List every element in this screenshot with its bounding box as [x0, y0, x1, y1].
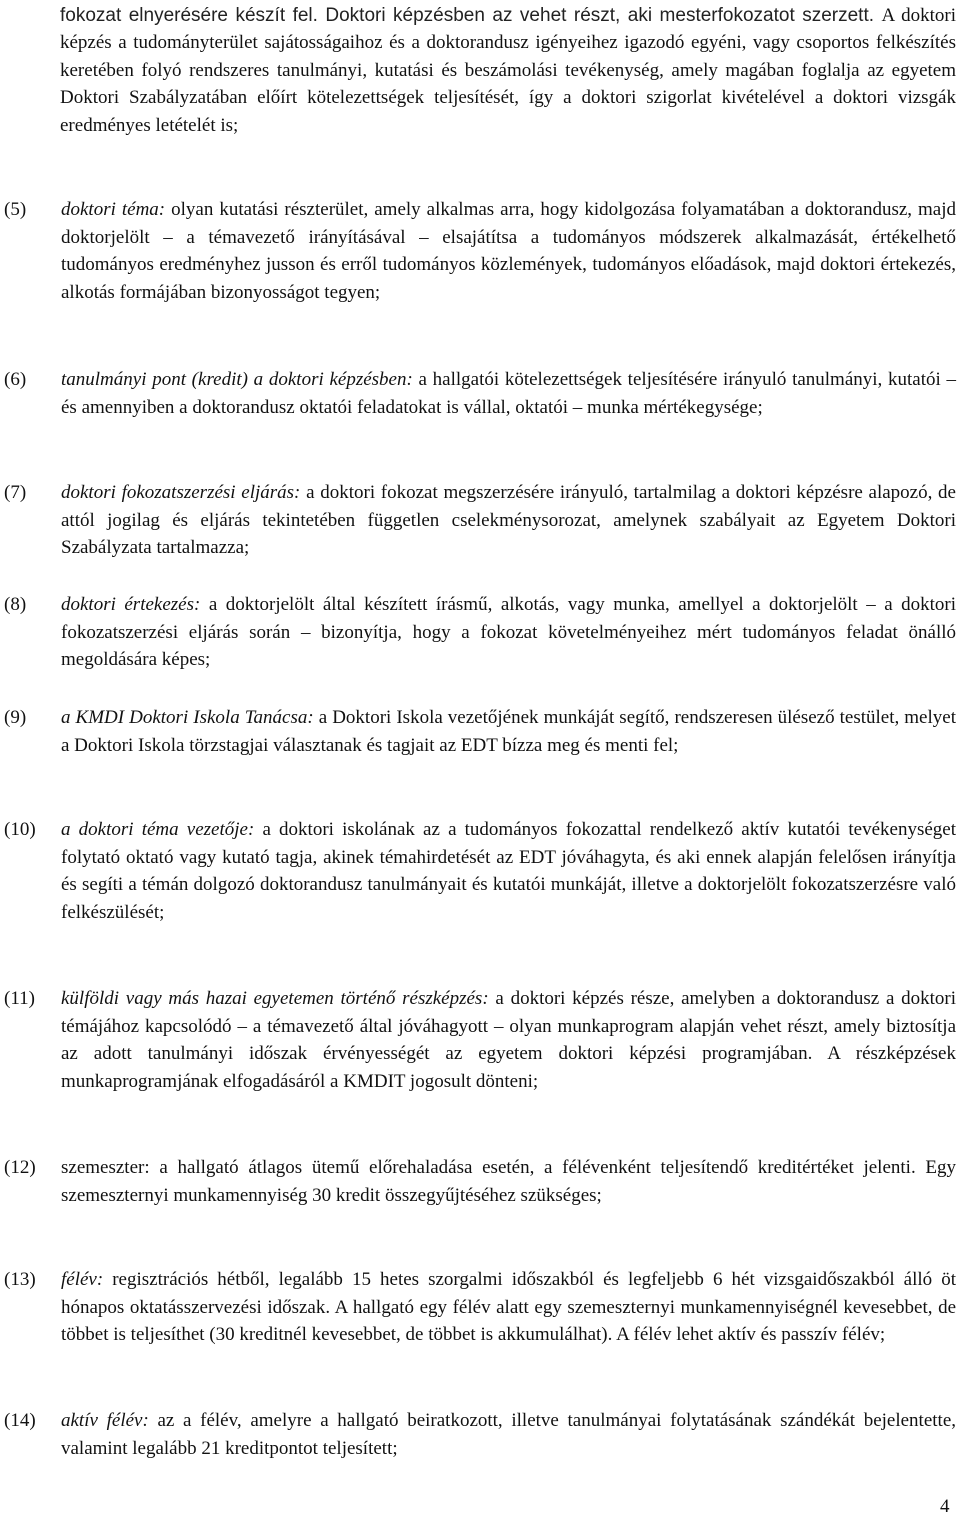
definition-item-6: [0, 366, 956, 421]
definition-item-14: [0, 1407, 956, 1462]
definition-item-8: [0, 591, 956, 674]
definition-item-7: [0, 479, 956, 562]
item-number: (11): [4, 988, 35, 1009]
intro-line-2-start: szerzett.: [802, 5, 875, 26]
item-number: (12): [4, 1157, 36, 1178]
item-text: a doktori fokozat megszerzésére irányuló, tartalmilag a doktori képzésre alapozó, de attól jogilag és eljárás tekintetében független cselekménysorozat, amelynek szabályait az Egyetem Doktori Szabályzata tartalmazza;: [61, 482, 956, 559]
item-term: aktív félév:: [61, 1410, 149, 1431]
item-number: (8): [4, 594, 27, 615]
item-text: a hallgatói kötelezettségek teljesítésére irányuló tanulmányi, kutatói – és amennyiben a doktorandusz oktatói feladatokat is vállal, oktatói – munka mértékegysége;: [61, 369, 956, 418]
item-number: (14): [4, 1410, 36, 1431]
item-text: a doktorjelölt által készített írásmű, alkotás, vagy munka, amellyel a doktorjelölt – a doktori fokozatszerzési eljárás során – bizonyítja, hogy a fokozat követelményeihez mért tudományos feladat önálló megoldására képes;: [61, 594, 956, 671]
item-term: külföldi vagy más hazai egyetemen történő részképzés:: [61, 988, 489, 1009]
item-text: olyan kutatási részterület, amely alkalmas arra, hogy kidolgozása folyamatában a doktorandusz, majd doktorjelölt – a témavezető irányításával – elsajátítsa a tudományos módszerek alkalmazását, értékelhető tudományos eredményhez jusson és erről tudományos közlemények, tudományos előadások, majd doktori értekezés, alkotás formájában bizonyosságot tegyen;: [61, 199, 956, 303]
item-term: a KMDI Doktori Iskola Tanácsa:: [61, 707, 314, 728]
item-number: (7): [4, 482, 27, 503]
definition-item-12: [0, 1154, 956, 1209]
intro-paragraph: [60, 2, 956, 139]
definition-item-9: [0, 704, 956, 759]
item-term: tanulmányi pont (kredit) a doktori képzésben:: [61, 369, 413, 390]
item-number: (10): [4, 819, 36, 840]
intro-line-1: fokozat elnyerésére készít fel. Doktori képzésben az vehet részt, aki mesterfokozatot: [60, 5, 795, 26]
item-number: (5): [4, 199, 27, 220]
item-number: (13): [4, 1269, 36, 1290]
item-number: (9): [4, 707, 27, 728]
item-text: a Doktori Iskola vezetőjének munkáját segítő, rendszeresen ülésező testület, melyet a Doktori Iskola törzstagjai választanak és tagjait az EDT bízza meg és menti fel;: [61, 707, 956, 756]
page-number: 4: [940, 1496, 950, 1517]
definition-item-10: [0, 816, 956, 926]
item-term: doktori fokozatszerzési eljárás:: [61, 482, 301, 503]
definition-item-11: [0, 985, 956, 1095]
item-text: a doktori képzés része, amelyben a doktorandusz a doktori témájához kapcsolódó – a témavezető által jóváhagyott – olyan munkaprogram alapján vehet részt, amely biztosítja az adott tanulmányi időszak érvényességét az egyetem doktori képzési programjában. A részképzések munkaprogramjának elfogadásáról a KMDIT jogosult dönteni;: [61, 988, 956, 1092]
definition-item-13: [0, 1266, 956, 1349]
item-term: félév:: [61, 1269, 104, 1290]
item-text: a doktori iskolának az a tudományos fokozattal rendelkező aktív kutatói tevékenységet folytató oktató vagy kutató tagja, akinek témahirdetését az EDT jóváhagyta, és aki ennek alapján felelősen irányítja és segíti a témán dolgozó doktorandusz tanulmányait és kutatói munkáját, illetve a doktorjelölt fokozatszerzésre való felkészülését;: [61, 819, 956, 923]
item-term: doktori téma:: [61, 199, 166, 220]
item-text: regisztrációs hétből, legalább 15 hetes szorgalmi időszakból és legfeljebb 6 hét vizsgaidőszakból álló öt hónapos oktatásszervezési időszak. A hallgató egy félév alatt egy szemeszternyi munkamennyiségnél kevesebbet, de többet is teljesíthet (30 kreditnél kevesebbet, de többet is akkumulálhat). A félév lehet aktív és passzív félév;: [61, 1269, 956, 1346]
item-term: doktori értekezés:: [61, 594, 201, 615]
item-text: szemeszter: a hallgató átlagos ütemű előrehaladása esetén, a félévenként teljesítendő kreditértéket jelenti. Egy szemeszternyi munkamennyiség 30 kredit összegyűjtéséhez szükséges;: [61, 1157, 956, 1206]
intro-rest: A doktori képzés a tudományterület sajátosságaihoz és a doktorandusz igényeihez igazodó egyéni, vagy csoportos felkészítés keretében folyó rendszeres tanulmányi, kutatási és beszámolási tevékenység, amely magában foglalja az egyetem Doktori Szabályzatában előírt kötelezettségek teljesítését, így a doktori szigorlat kivételével a doktori vizsgák eredményes letételét is;: [60, 5, 956, 136]
item-text: az a félév, amelyre a hallgató beiratkozott, illetve tanulmányai folytatásának szándékát bejelentette, valamint legalább 21 kreditpontot teljesített;: [61, 1410, 957, 1459]
definition-item-5: [0, 196, 956, 306]
item-term: a doktori téma vezetője:: [61, 819, 255, 840]
item-number: (6): [4, 369, 27, 390]
